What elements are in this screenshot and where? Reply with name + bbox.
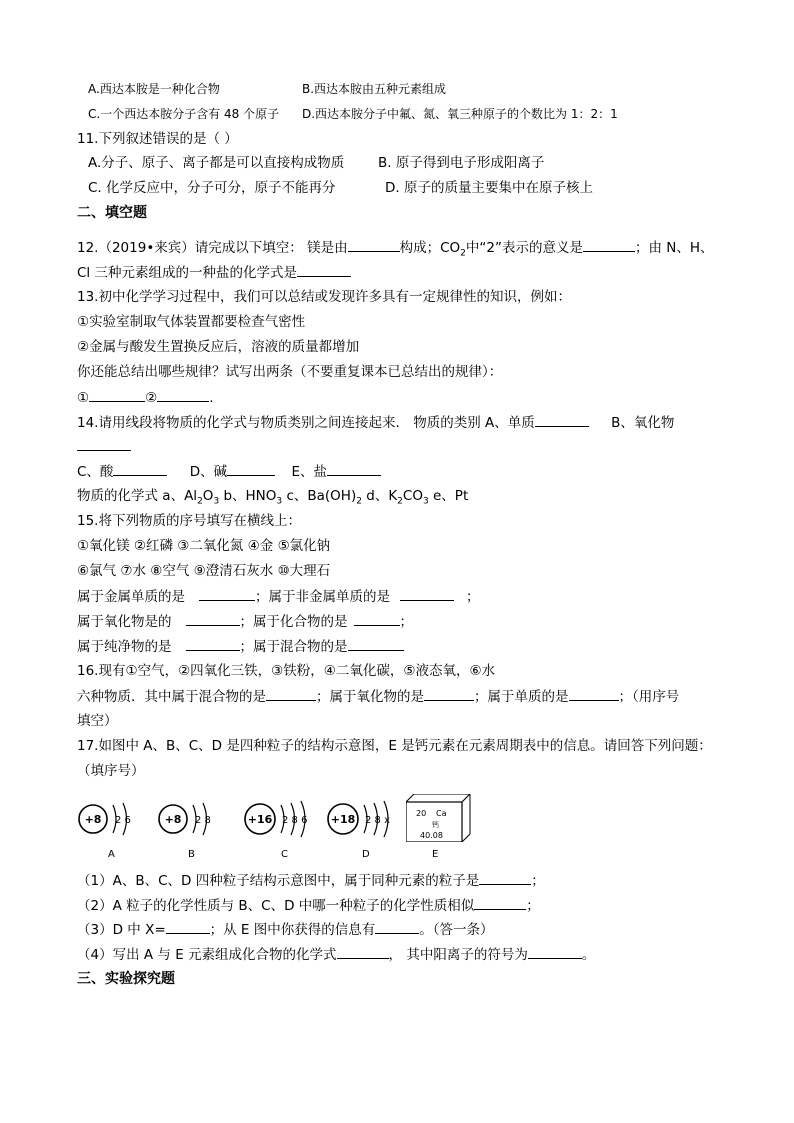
q17-stem-2: （填序号） — [77, 763, 145, 779]
nucleus-charge: +8 — [84, 813, 102, 826]
q13-ask: 你还能总结出哪些规律？试写出两条（不要重复课本已总结出的规律）： — [77, 364, 503, 380]
section-title-experiment: 三、实验探究题 — [77, 971, 175, 987]
periodic-tile-calcium — [406, 794, 472, 846]
q17-sub-2: （2）A 粒子的化学性质与 B、C、D 中哪一种粒子的化学性质相似 ； — [77, 898, 540, 914]
atomic-number: 20 — [416, 809, 427, 818]
electron-config: 2 6 — [115, 815, 131, 826]
q11-stem: 11.下列叙述错误的是（ ） — [77, 131, 238, 147]
q15-list-1: ①氧化镁 ②红磷 ③二氧化氮 ④金 ⑤氯化钠 — [77, 538, 331, 554]
svg-text:2 8: 2 8 — [195, 815, 211, 826]
q15-row-1: 属于金属单质的是 ；属于非金属单质的是 ； — [77, 589, 480, 605]
section-title-fill-blank: 二、填空题 — [77, 205, 147, 221]
q10-option-b: B.西达本胺由五种元素组成 — [302, 82, 447, 96]
atom-label-a: A — [108, 849, 115, 860]
q10-option-a: A.西达本胺是一种化合物 — [88, 82, 220, 96]
atomic-mass: 40.08 — [420, 831, 443, 840]
svg-text:+16: +16 — [247, 813, 273, 826]
q11-option-d: D. 原子的质量主要集中在原子核上 — [385, 180, 593, 196]
q17-sub-3: （3）D 中 X= ；从 E 图中你获得的信息有 。（答一条） — [77, 922, 494, 938]
atom-diagram-c — [243, 798, 323, 846]
svg-text:2 8 6: 2 8 6 — [282, 815, 308, 826]
q12-line2: Cl 三种元素组成的一种盐的化学式是 — [77, 263, 351, 282]
q14-stem: 14.请用线段将物质的化学式与物质类别之间连接起来． 物质的类别 A、单质 B、氧化物 — [77, 415, 675, 431]
q17-sub-4: （4）写出 A 与 E 元素组成化合物的化学式 ， 其中阳离子的符号为 。 — [77, 947, 596, 963]
q13-item-1: ①实验室制取气体装置都要检查气密性 — [77, 314, 306, 330]
tile-label-e: E — [432, 849, 439, 860]
q14-formulas: 物质的化学式 a、$Al_2O_3$ b、$HNO_3$ c、$Ba(OH)_2$ d、$K_2CO_3$ e、Pt — [77, 488, 469, 507]
q10-option-c: C.一个西达本胺分子含有 48 个原子 — [88, 107, 280, 121]
element-name: 钙 — [432, 821, 439, 829]
atom-label-d: D — [362, 849, 370, 860]
element-symbol: Ca — [436, 809, 447, 818]
q14-blank-b — [77, 437, 131, 456]
svg-text:+8: +8 — [164, 813, 182, 826]
atom-diagram-a — [77, 800, 147, 844]
q11-option-b: B. 原子得到电子形成阳离子 — [378, 155, 545, 171]
q15-stem: 15.将下列物质的序号填写在横线上： — [77, 513, 301, 529]
q13-stem: 13.初中化学学习过程中，我们可以总结或发现许多具有一定规律性的知识，例如： — [77, 289, 571, 305]
q15-row-2: 属于氧化物是的 ；属于化合物的是 ； — [77, 614, 413, 630]
q12-line1: 12.（2019•来宾）请完成以下填空： 镁是由 构成；$CO_2$中“2”表示的意义是 ；由 N、H、 — [77, 240, 714, 259]
q13-answers: ① ② . — [77, 390, 214, 406]
q17-stem: 17.如图中 A、B、C、D 是四种粒子的结构示意图，E 是钙元素在元素周期表中的信息。请回答下列问题： — [77, 738, 712, 754]
q16-line-2: 六种物质．其中属于混合物的是 ；属于氧化物的是 ；属于单质的是 ；（用序号 — [77, 689, 680, 705]
svg-text:2 8 x: 2 8 x — [365, 815, 390, 826]
q11-option-a: A.分子、原子、离子都是可以直接构成物质 — [88, 155, 345, 171]
q15-row-3: 属于纯净物的是 ；属于混合物的是 — [77, 637, 404, 656]
atom-diagram-b — [157, 800, 227, 844]
atom-label-b: B — [188, 849, 195, 860]
q13-item-2: ②金属与酸发生置换反应后，溶液的质量都增加 — [77, 339, 360, 355]
atom-diagram-d — [326, 798, 406, 846]
q16-line-1: 16.现有①空气，②四氧化三铁，③铁粉，④二氧化碳，⑤液态氧，⑥水 — [77, 663, 496, 679]
q15-list-2: ⑥氯气 ⑦水 ⑧空气 ⑨澄清石灰水 ⑩大理石 — [77, 563, 331, 579]
atom-label-c: C — [281, 849, 288, 860]
q16-line-3: 填空） — [77, 713, 118, 729]
q11-option-c: C. 化学反应中，分子可分，原子不能再分 — [88, 180, 336, 196]
q17-sub-1: （1）A、B、C、D 四种粒子结构示意图中，属于同种元素的粒子是 ； — [77, 873, 545, 889]
svg-text:+18: +18 — [330, 813, 356, 826]
q14-categories: C、酸 D、碱 E、盐 — [77, 462, 381, 481]
q10-option-d: D.西达本胺分子中氟、氮、氧三种原子的个数比为 1：2：1 — [302, 107, 618, 121]
